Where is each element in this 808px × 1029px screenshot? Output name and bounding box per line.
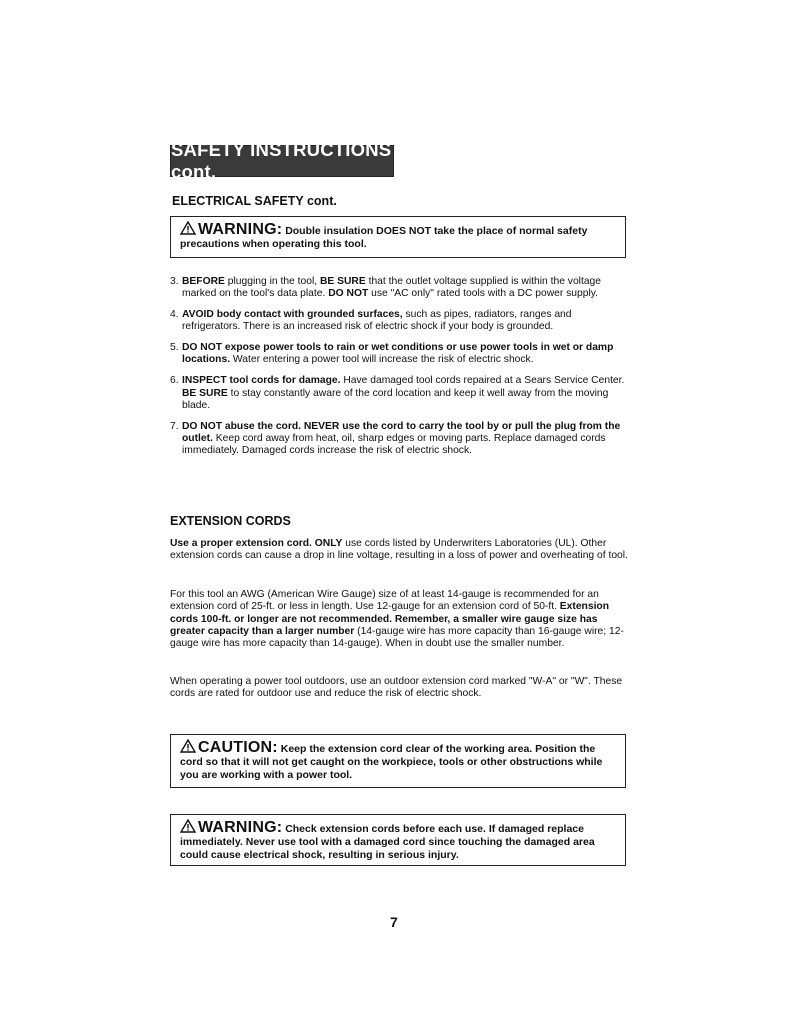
- text-run: such as pipes, radiators, ranges and refrigerators. There is an increased risk of electric shock if your body is grounded.: [182, 309, 572, 333]
- text-run: to stay constantly aware of the cord location and keep it well away from the moving blade.: [182, 387, 609, 411]
- bold-text: Extension cords 100-ft. or longer are not recommended. Remember, a smaller wire gauge size has greater capacity than a larger number: [170, 601, 610, 637]
- bold-text: DO NOT abuse the cord. NEVER use the cord to carry the tool by or pull the plug from the outlet.: [182, 420, 621, 444]
- bold-text: Use a proper extension cord. ONLY: [170, 538, 343, 549]
- bold-text: BEFORE: [182, 276, 225, 287]
- item-text: [182, 309, 572, 332]
- warning-triangle-icon: [180, 221, 196, 235]
- warning-label: WARNING:: [198, 221, 283, 238]
- section-heading-extension: EXTENSION CORDS: [170, 514, 291, 528]
- warning-text: Double insulation DOES NOT take the place of normal safety precautions when operating this tool.: [180, 225, 588, 250]
- section-banner: [170, 139, 394, 182]
- item-text: [182, 375, 624, 411]
- section-heading-electrical: ELECTRICAL SAFETY cont.: [172, 194, 337, 208]
- bold-text: DO NOT: [328, 288, 369, 300]
- bold-text: DO NOT expose power tools to rain or wet conditions or use power tools in wet or damp locations.: [182, 342, 614, 366]
- text-run: use cords listed by Underwriters Laboratories (UL). Other extension cords can cause a drop in line voltage, resulting in a loss of power and overheating of tool.: [170, 538, 628, 562]
- safety-items-list: [170, 276, 630, 466]
- list-item: [170, 276, 630, 301]
- caution-text: Keep the extension cord clear of the working area. Position the cord so that it will not get caught on the workpiece, tools or other obstructions while you are working with a power tool.: [180, 743, 603, 781]
- item-text: [182, 421, 620, 457]
- text-run: plugging in the tool,: [224, 276, 320, 287]
- bold-text: BE SURE: [182, 387, 228, 399]
- text-run: that the outlet voltage supplied is within the voltage marked on the tool's data plate.: [182, 276, 601, 300]
- caution-label: CAUTION:: [198, 739, 278, 756]
- item-number: 4.: [170, 309, 179, 321]
- item-number: 3.: [170, 276, 179, 287]
- text-run: When operating a power tool outdoors, use an outdoor extension cord marked "W-A" or "W". These cords are rated for outdoor use and reduce the risk of electric shock.: [170, 676, 623, 700]
- text-run: Have damaged tool cords repaired at a Sears Service Center.: [340, 375, 625, 387]
- text-run: Keep cord away from heat, oil, sharp edges or moving parts. Replace damaged cords immediately. Damaged cords increase the risk of electric shock.: [182, 432, 606, 457]
- page-number: 7: [390, 914, 398, 930]
- item-text: [182, 342, 613, 365]
- caution-box: [170, 734, 626, 788]
- bold-text: INSPECT tool cords for damage.: [182, 375, 341, 387]
- list-item: [170, 375, 630, 412]
- warning-text: Check extension cords before each use. If damaged replace immediately. Never use tool with a damaged cord since touching the damaged area could cause electrical shock, resulting in serious injury.: [180, 823, 595, 861]
- warning-label: WARNING:: [198, 819, 283, 836]
- text-run: (14-gauge wire has more capacity than 16-gauge wire; 12-gauge wire has more capacity than 14-gauge). When in doubt use the smaller number.: [170, 625, 624, 650]
- paragraph-extension-cord: [170, 538, 630, 563]
- list-item: [170, 309, 630, 334]
- paragraph-outdoor: [170, 676, 630, 701]
- bold-text: AVOID body contact with grounded surfaces,: [182, 309, 403, 321]
- text-run: use "AC only" rated tools with a DC power supply.: [368, 288, 599, 300]
- banner-title: SAFETY INSTRUCTIONS cont.: [171, 139, 392, 182]
- item-number: 6.: [170, 375, 179, 387]
- text-run: For this tool an AWG (American Wire Gauge) size of at least 14-gauge is recommended for an extension cord of 25-ft. or less in length. Use 12-gauge for an extension cord of 50-ft.: [170, 589, 599, 613]
- item-number: 5.: [170, 342, 179, 354]
- list-item: [170, 421, 630, 458]
- bold-text: BE SURE: [319, 276, 366, 287]
- list-item: [170, 342, 630, 367]
- text-run: Water entering a power tool will increase the risk of electric shock.: [230, 354, 534, 366]
- warning-triangle-icon: [180, 739, 196, 753]
- warning-box-2: [170, 814, 626, 866]
- item-text: [182, 276, 601, 299]
- paragraph-wire-gauge: [170, 589, 630, 650]
- warning-box-1: [170, 216, 626, 258]
- warning-triangle-icon: [180, 819, 196, 833]
- item-number: 7.: [170, 420, 179, 432]
